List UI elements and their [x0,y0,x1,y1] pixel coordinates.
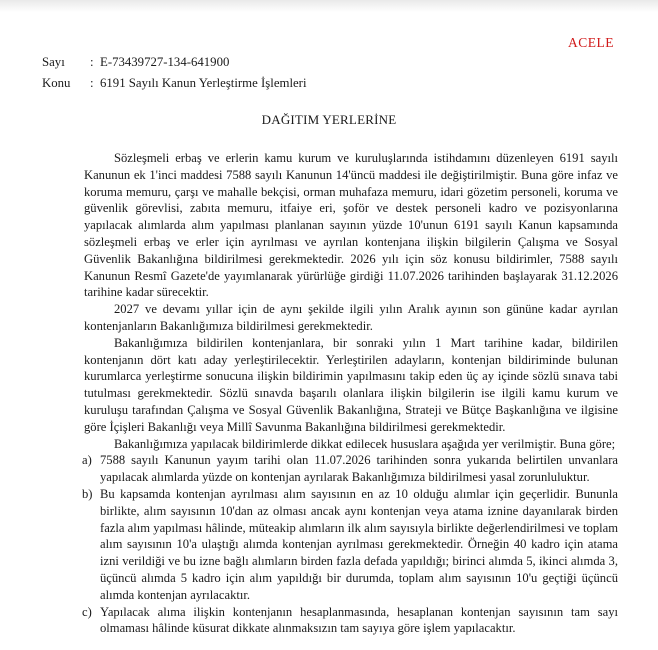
list-item-b [84,486,618,604]
list-item-text: Yapılacak alıma ilişkin kontenjanın hesaplanmasında, hesaplanan kontenjan sayısının tam sayı olmaması hâlinde küsurat dikkate alınmaksızın tam sayıya göre işlem yapılacaktır. [100,604,618,636]
document-heading: DAĞITIM YERLERİNE [261,112,397,127]
meta-sayi-row [42,55,229,70]
sayi-colon: : [90,55,94,69]
paragraph-2: 2027 ve devamı yıllar için de aynı şekilde ilgili yılın Aralık ayının son gününe kadar ayrılan kontenjanların Bakanlığımıza bildirilmesi gerekmektedir. [84,302,618,333]
list-item-text: 7588 sayılı Kanunun yayım tarihi olan 11.07.2026 tarihinden sonra yukarıda belirtilen unvanlara yapılacak alımlarda yüzde on kontenjan ayrılarak Bakanlığımıza bildirilmesi yasal zorunluluktur. [100,453,618,485]
document-body [84,150,618,637]
list-marker: a) [82,453,92,468]
scan-top-edge [0,0,658,12]
priority-mark: ACELE [568,35,614,50]
paragraph-4: Bakanlığımıza yapılacak bildirimlerde dikkat edilecek hususlara aşağıda yer verilmiştir. Buna göre; [114,436,616,451]
meta-konu-row [42,76,307,91]
list-item-a [84,452,618,486]
list-marker: b) [82,486,93,501]
list-marker: c) [82,604,92,619]
konu-colon: : [90,76,94,90]
list-item-c [84,604,618,638]
sayi-label: Sayı [42,55,65,69]
list-item-text: Bu kapsamda kontenjan ayrılması alım sayısının en az 10 olduğu alımlar için geçerlidir. Bununla birlikte, alım sayısının 10'dan az olması ancak aynı kontenjan veya atama iznine dayanılarak birden fazla alım yapılması hâlinde, müteakip alımların ilk alım sayısıyla birlikte değerlendirilmesi ve toplam alım sayısının 10'a ulaştığı alımda kontenjan ayrılması gerekmektedir. Örneğin 40 kadro için atama izni verildiği ve bu izne bağlı alımların birden fazla defada yapıldığı; birinci alımda 5, ikinci alımda 3, üçüncü alımda 5 kadro için alım yapıldığı bir durumda, toplam alım sayısının 10'u geçtiği üçüncü alımda kontenjan ayrılacaktır. [100,486,618,602]
konu-value: 6191 Sayılı Kanun Yerleştirme İşlemleri [100,76,307,90]
sayi-value: E-73439727-134-641900 [100,55,230,69]
paragraph-1: Sözleşmeli erbaş ve erlerin kamu kurum ve kuruluşlarında istihdamını düzenleyen 6191 sayılı Kanunun ek 1'inci maddesi 7588 sayılı Kanunun 14'üncü maddesi ile değiştirilmiştir. Buna göre infaz ve koruma memuru, çarşı ve mahalle bekçisi, orman muhafaza memuru, idari gözetim personeli, koruma ve güvenlik görevlisi, zabıta memuru, itfaiye eri, şoför ve destek personeli kadro ve pozisyonlarına yapılacak alımlarda alım yapılması planlanan sayının yüzde 10'unun 6191 sayılı Kanun kapsamında sözleşmeli erbaş ve erler için ayrılması ve ayrılan kontenjana ilişkin bilgilerin Çalışma ve Sosyal Güvenlik Bakanlığına bildirilmesi gerekmektedir. 2026 yılı için söz konusu bildirimler, 7588 sayılı Kanunun Resmî Gazete'de yayımlanarak yürürlüğe girdiği 11.07.2026 tarihinden başlayarak 31.12.2026 tarihine kadar sürecektir. [84,151,618,300]
paragraph-3: Bakanlığımıza bildirilen kontenjanlara, bir sonraki yılın 1 Mart tarihine kadar, bildirilen kontenjanın dört katı aday yerleştirilecektir. Yerleştirilen adayların, kontenjan bildiriminde bulunan kurumlarca yerleştirme sonucuna ilişkin bildirimin yapılmasını takip eden üç ay içinde sözlü sınava tabi tutulması gerekmektedir. Sözlü sınavda başarılı olanlara ilişkin bilgilerin ise ilgili kamu kurum ve kuruluşu tarafından Çalışma ve Sosyal Güvenlik Bakanlığına, Strateji ve Bütçe Başkanlığına ve ilgisine göre İçişleri Bakanlığı veya Millî Savunma Bakanlığına bildirilmesi gerekmektedir. [84,335,618,434]
konu-label: Konu [42,76,71,90]
